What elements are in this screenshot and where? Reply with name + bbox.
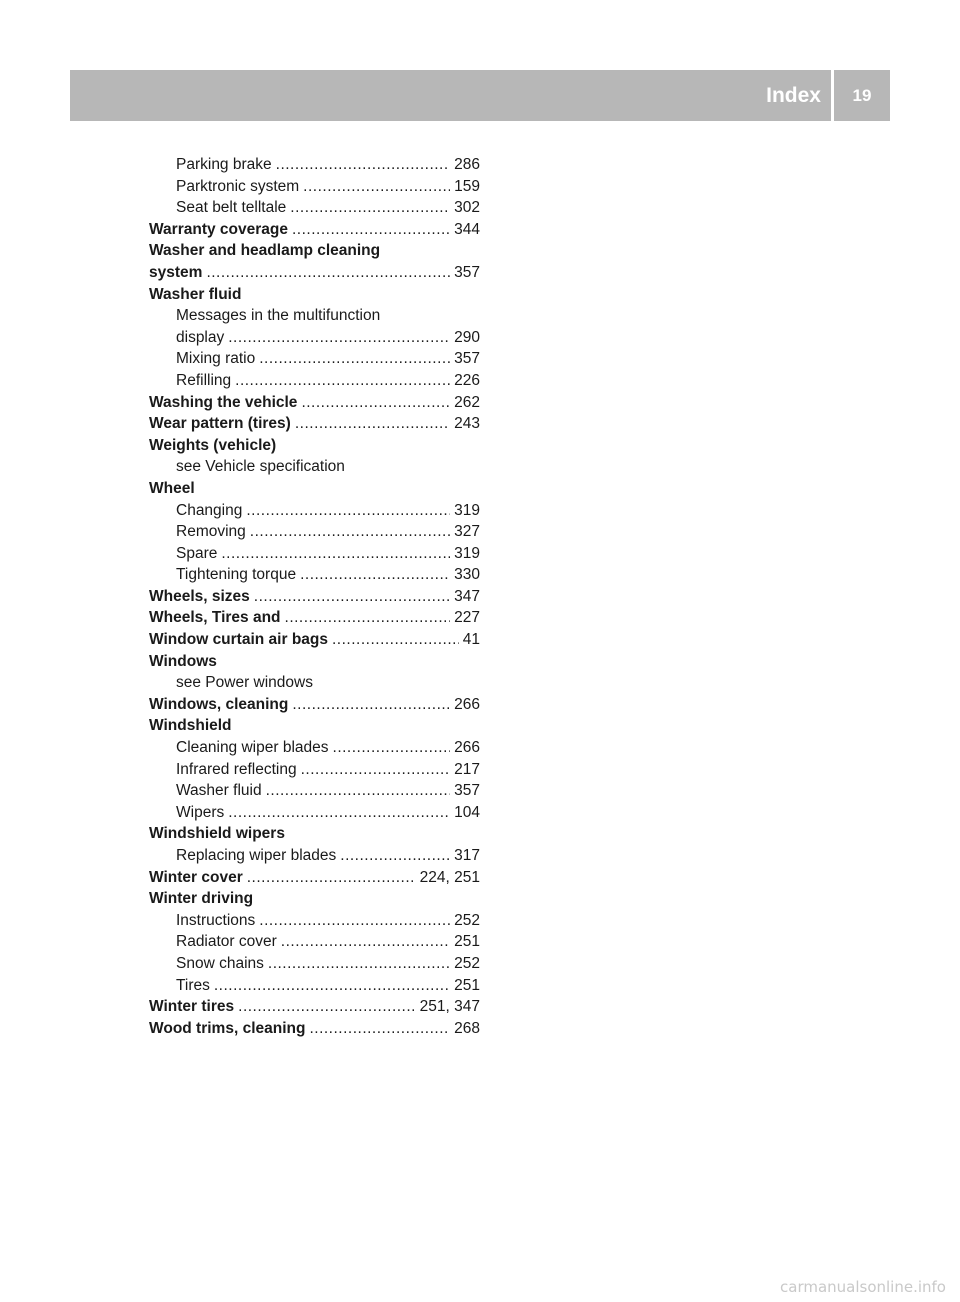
- entry-page-ref[interactable]: 41: [462, 631, 480, 649]
- entry-label: Wipers: [176, 803, 225, 821]
- entry-label: Wheels, sizes: [149, 587, 250, 605]
- index-subentry[interactable]: [149, 780, 480, 802]
- leader-dots: [250, 521, 450, 543]
- index-subentry[interactable]: [149, 802, 480, 824]
- entry-label: Washer fluid: [149, 285, 242, 303]
- leader-dots: [228, 327, 450, 349]
- entry-label: Washer fluid: [176, 782, 262, 800]
- leader-dots: [238, 996, 416, 1018]
- entry-label: Tires: [176, 976, 210, 994]
- index-entry: [149, 651, 480, 673]
- index-entry: [149, 478, 480, 500]
- entry-label: see Power windows: [176, 674, 313, 692]
- leader-dots: [290, 197, 450, 219]
- leader-dots: [235, 370, 450, 392]
- index-subentry[interactable]: [149, 543, 480, 565]
- entry-page-ref[interactable]: 104: [454, 803, 480, 821]
- index-subentry[interactable]: [149, 931, 480, 953]
- entry-label: Changing: [176, 501, 243, 519]
- leader-dots: [247, 867, 416, 889]
- entry-label: Replacing wiper blades: [176, 847, 337, 864]
- index-subentry[interactable]: [149, 953, 480, 975]
- header-bar: [70, 70, 890, 121]
- leader-dots: [332, 629, 459, 651]
- index-subentry[interactable]: [149, 370, 480, 392]
- leader-dots: [268, 953, 450, 975]
- index-entry: [149, 888, 480, 910]
- entry-page-ref[interactable]: 357: [454, 782, 480, 800]
- entry-label: Parktronic system: [176, 177, 300, 195]
- leader-dots: [303, 176, 450, 198]
- entry-label: Instructions: [176, 911, 256, 929]
- leader-dots: [214, 975, 450, 997]
- leader-dots: [333, 737, 451, 759]
- index-entry: [149, 284, 480, 306]
- index-subentry[interactable]: [149, 348, 480, 370]
- index-entry[interactable]: [149, 392, 480, 414]
- entry-page-ref[interactable]: 286: [454, 156, 480, 173]
- index-subentry[interactable]: [149, 500, 480, 522]
- leader-dots: [221, 543, 450, 565]
- entry-page-ref[interactable]: 224, 251: [419, 868, 480, 886]
- entry-page-ref[interactable]: 319: [454, 544, 480, 562]
- entry-page-ref[interactable]: 262: [454, 393, 480, 411]
- entry-label: display: [176, 328, 225, 346]
- leader-dots: [281, 931, 450, 953]
- entry-label: Windshield wipers: [149, 825, 285, 843]
- entry-page-ref[interactable]: 268: [454, 1019, 480, 1037]
- index-entry[interactable]: [149, 694, 480, 716]
- entry-label: Messages in the multifunction: [176, 307, 381, 325]
- leader-dots: [300, 564, 450, 586]
- index-entry: [149, 823, 480, 845]
- entry-label: Warranty coverage: [149, 220, 288, 238]
- entry-label: Wood trims, cleaning: [149, 1019, 306, 1037]
- entry-label: Windshield: [149, 717, 232, 735]
- leader-dots: [246, 500, 450, 522]
- entry-page-ref[interactable]: 251, 347: [419, 998, 480, 1016]
- entry-label: system: [149, 263, 203, 281]
- entry-label: Radiator cover: [176, 933, 277, 951]
- entry-page-ref[interactable]: 226: [454, 371, 480, 389]
- entry-label: Weights (vehicle): [149, 436, 277, 454]
- index-entry: [149, 715, 480, 737]
- entry-label: Snow chains: [176, 954, 264, 972]
- leader-dots: [292, 219, 450, 241]
- index-entry[interactable]: [149, 629, 480, 651]
- entry-page-ref[interactable]: 266: [454, 695, 480, 713]
- leader-dots: [301, 392, 450, 414]
- entry-page-ref[interactable]: 251: [454, 933, 480, 951]
- section-title: Index: [766, 83, 821, 107]
- entry-page-ref[interactable]: 252: [454, 954, 480, 972]
- entry-label: Parking brake: [176, 156, 272, 173]
- entry-label: Windows, cleaning: [149, 695, 289, 713]
- entry-page-ref[interactable]: 266: [454, 739, 480, 757]
- leader-dots: [301, 759, 451, 781]
- entry-page-ref[interactable]: 347: [454, 587, 480, 605]
- index-entry[interactable]: [149, 996, 480, 1018]
- index-subentry[interactable]: [149, 975, 480, 997]
- entry-label: Washing the vehicle: [149, 393, 298, 411]
- index-entry[interactable]: [149, 413, 480, 435]
- index-entry[interactable]: [149, 867, 480, 889]
- entry-label: Window curtain air bags: [149, 631, 328, 649]
- index-subentry[interactable]: [149, 564, 480, 586]
- entry-page-ref[interactable]: 344: [454, 220, 480, 238]
- index-subentry[interactable]: [149, 154, 480, 176]
- entry-label: Winter tires: [149, 998, 235, 1016]
- entry-label: Spare: [176, 544, 218, 562]
- leader-dots: [295, 413, 450, 435]
- entry-label: Mixing ratio: [176, 350, 256, 368]
- entry-page-ref[interactable]: 227: [454, 609, 480, 627]
- entry-label: see Vehicle specification: [176, 458, 345, 476]
- leader-dots: [206, 262, 450, 284]
- entry-label: Infrared reflecting: [176, 760, 297, 778]
- entry-page-ref[interactable]: 302: [454, 199, 480, 217]
- watermark: carmanualsonline.info: [780, 1278, 946, 1296]
- index-subentry[interactable]: [149, 737, 480, 759]
- entry-page-ref[interactable]: 317: [454, 847, 480, 864]
- index-subentry: [149, 672, 480, 694]
- entry-label: Cleaning wiper blades: [176, 739, 329, 757]
- entry-page-ref[interactable]: 330: [454, 566, 480, 584]
- entry-label: Wheel: [149, 479, 195, 497]
- entry-label: Wheels, Tires and: [149, 609, 281, 627]
- entry-label: Winter cover: [149, 868, 243, 886]
- entry-label: Tightening torque: [176, 566, 297, 584]
- entry-page-ref[interactable]: 357: [454, 350, 480, 368]
- leader-dots: [285, 607, 451, 629]
- index-subentry[interactable]: [149, 521, 480, 543]
- index-subentry[interactable]: [149, 197, 480, 219]
- entry-page-ref[interactable]: 243: [454, 415, 480, 433]
- entry-label: Removing: [176, 523, 246, 541]
- entry-label: Winter driving: [149, 890, 254, 908]
- index-entry: [149, 240, 480, 262]
- entry-page-ref[interactable]: 327: [454, 523, 480, 541]
- index-subentry: [149, 456, 480, 478]
- index-subentry[interactable]: [149, 759, 480, 781]
- entry-label: Windows: [149, 652, 217, 670]
- entry-page-ref[interactable]: 290: [454, 328, 480, 346]
- index-subentry[interactable]: [149, 910, 480, 932]
- leader-dots: [340, 845, 450, 867]
- leader-dots: [309, 1018, 450, 1040]
- entry-page-ref[interactable]: 251: [454, 976, 480, 994]
- leader-dots: [259, 910, 450, 932]
- leader-dots: [259, 348, 450, 370]
- index-entry[interactable]: [149, 262, 480, 284]
- index-subentry[interactable]: [149, 327, 480, 349]
- index-list: [149, 154, 480, 1039]
- entry-label: Washer and headlamp cleaning: [149, 242, 381, 260]
- index-subentry[interactable]: [149, 845, 480, 867]
- index-subentry[interactable]: [149, 176, 480, 198]
- entry-page-ref[interactable]: 357: [454, 263, 480, 281]
- entry-page-ref[interactable]: 217: [454, 760, 480, 778]
- entry-label: Refilling: [176, 371, 232, 389]
- entry-label: Seat belt telltale: [176, 199, 287, 217]
- index-entry: [149, 435, 480, 457]
- leader-dots: [292, 694, 450, 716]
- leader-dots: [254, 586, 450, 608]
- entry-page-ref[interactable]: 252: [454, 911, 480, 929]
- leader-dots: [228, 802, 450, 824]
- index-entry[interactable]: [149, 586, 480, 608]
- leader-dots: [266, 780, 451, 802]
- entry-label: Wear pattern (tires): [149, 415, 291, 433]
- page-number: 19: [852, 85, 872, 105]
- index-entry[interactable]: [149, 607, 480, 629]
- entry-page-ref[interactable]: 159: [454, 177, 480, 195]
- leader-dots: [276, 154, 450, 176]
- entry-page-ref[interactable]: 319: [454, 501, 480, 519]
- index-subentry: [149, 305, 480, 327]
- index-entry[interactable]: [149, 1018, 480, 1040]
- index-entry[interactable]: [149, 219, 480, 241]
